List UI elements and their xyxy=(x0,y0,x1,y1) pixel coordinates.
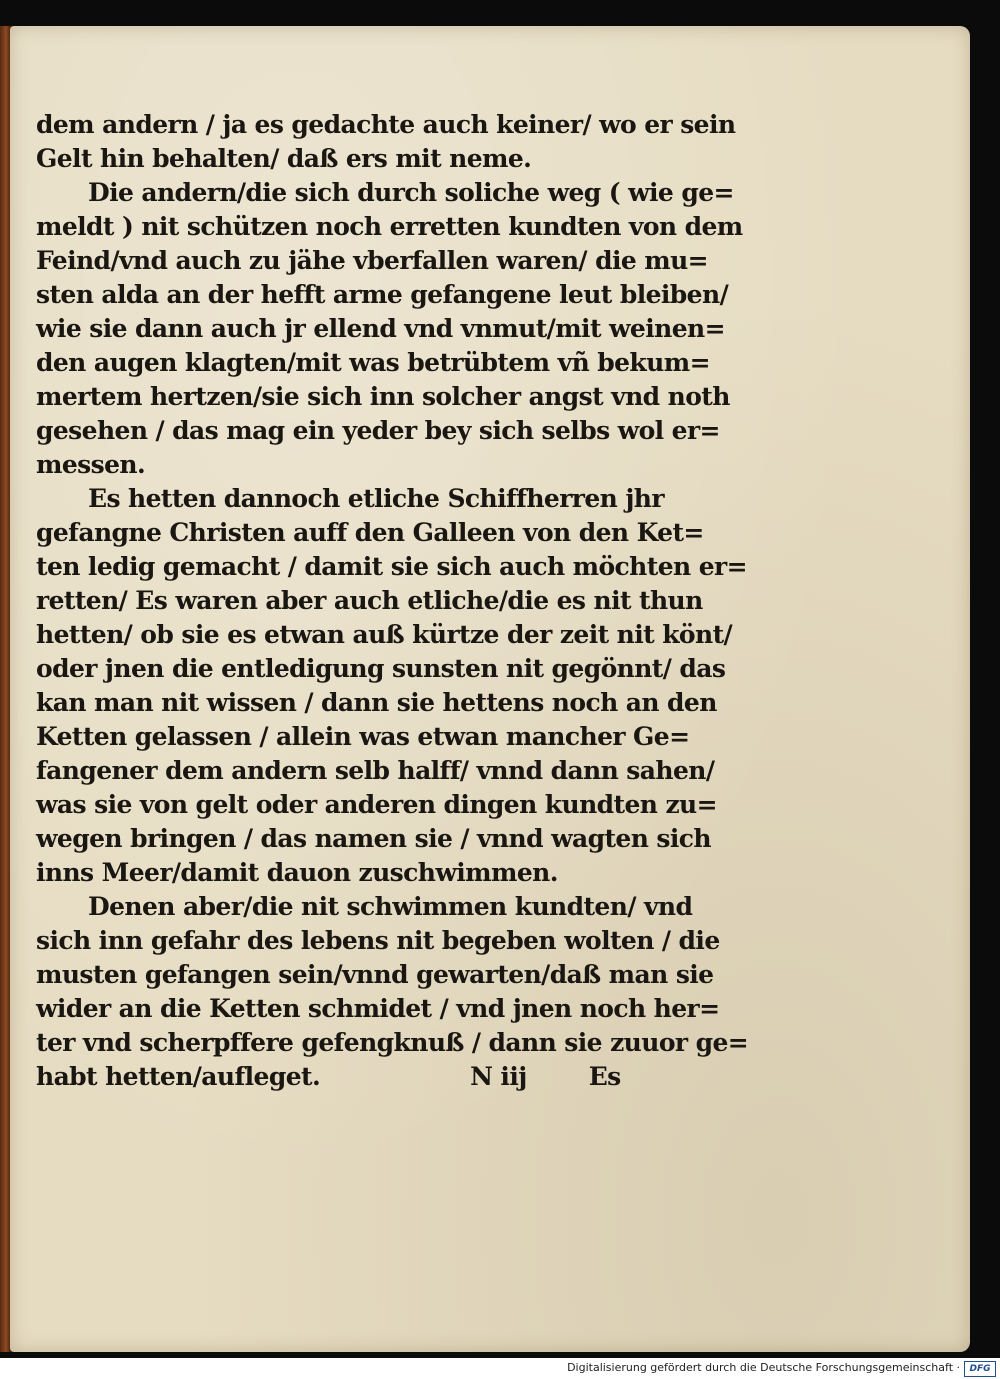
text-line: dem andern / ja es gedachte auch keiner/ wo er sein xyxy=(36,110,736,139)
text-line: wie sie dann auch jr ellend vnd vnmut/mit weinen= xyxy=(36,314,725,343)
text-line: oder jnen die entledigung sunsten nit gegönnt/ das xyxy=(36,654,726,683)
text-line: gesehen / das mag ein yeder bey sich selbs wol er= xyxy=(36,416,720,445)
text-line: mertem hertzen/sie sich inn solcher angst vnd noth xyxy=(36,382,730,411)
text-line: retten/ Es waren aber auch etliche/die es nit thun xyxy=(36,586,703,615)
text-line-end: habt hetten/aufleget. xyxy=(36,1062,321,1091)
text-line: ter vnd scherpffere gefengknuß / dann sie zuuor ge= xyxy=(36,1028,749,1057)
signature-mark: N iij xyxy=(470,1062,527,1091)
dfg-logo-icon: DFG xyxy=(964,1361,996,1377)
footer-bar xyxy=(0,1358,1000,1379)
text-line: den augen klagten/mit was betrübtem vñ bekum= xyxy=(36,348,710,377)
text-line: Ketten gelassen / allein was etwan mancher Ge= xyxy=(36,722,690,751)
text-line: fangener dem andern selb halff/ vnnd dann sahen/ xyxy=(36,756,715,785)
paragraph-start-line: Denen aber/die nit schwimmen kundten/ vnd xyxy=(88,892,693,921)
text-line: inns Meer/damit dauon zuschwimmen. xyxy=(36,858,558,887)
text-line: ten ledig gemacht / damit sie sich auch möchten er= xyxy=(36,552,747,581)
text-line: kan man nit wissen / dann sie hettens noch an den xyxy=(36,688,717,717)
catchword: Es xyxy=(588,1062,621,1091)
text-line: sten alda an der hefft arme gefangene leut bleiben/ xyxy=(36,280,729,309)
text-line: wegen bringen / das namen sie / vnnd wagten sich xyxy=(36,824,711,853)
text-line: sich inn gefahr des lebens nit begeben wolten / die xyxy=(36,926,720,955)
final-line xyxy=(22,1060,702,1094)
paragraph-start-line: Die andern/die sich durch soliche weg ( wie ge= xyxy=(88,178,734,207)
text-line: was sie von gelt oder anderen dingen kundten zu= xyxy=(36,790,717,819)
text-line: gefangne Christen auff den Galleen von den Ket= xyxy=(36,518,704,547)
text-line: hetten/ ob sie es etwan auß kürtze der zeit nit könt/ xyxy=(36,620,733,649)
text-line: Feind/vnd auch zu jähe vberfallen waren/ die mu= xyxy=(36,246,709,275)
funding-credit: Digitalisierung gefördert durch die Deutsche Forschungsgemeinschaft · xyxy=(567,1361,960,1374)
paragraph-start-line: Es hetten dannoch etliche Schiffherren jhr xyxy=(88,484,664,513)
text-line: messen. xyxy=(36,450,146,479)
text-line: Gelt hin behalten/ daß ers mit neme. xyxy=(36,144,532,173)
page-text-block xyxy=(22,108,749,1094)
text-line: musten gefangen sein/vnnd gewarten/daß man sie xyxy=(36,960,714,989)
text-line: wider an die Ketten schmidet / vnd jnen noch her= xyxy=(36,994,720,1023)
text-line: meldt ) nit schützen noch erretten kundten von dem xyxy=(36,212,743,241)
